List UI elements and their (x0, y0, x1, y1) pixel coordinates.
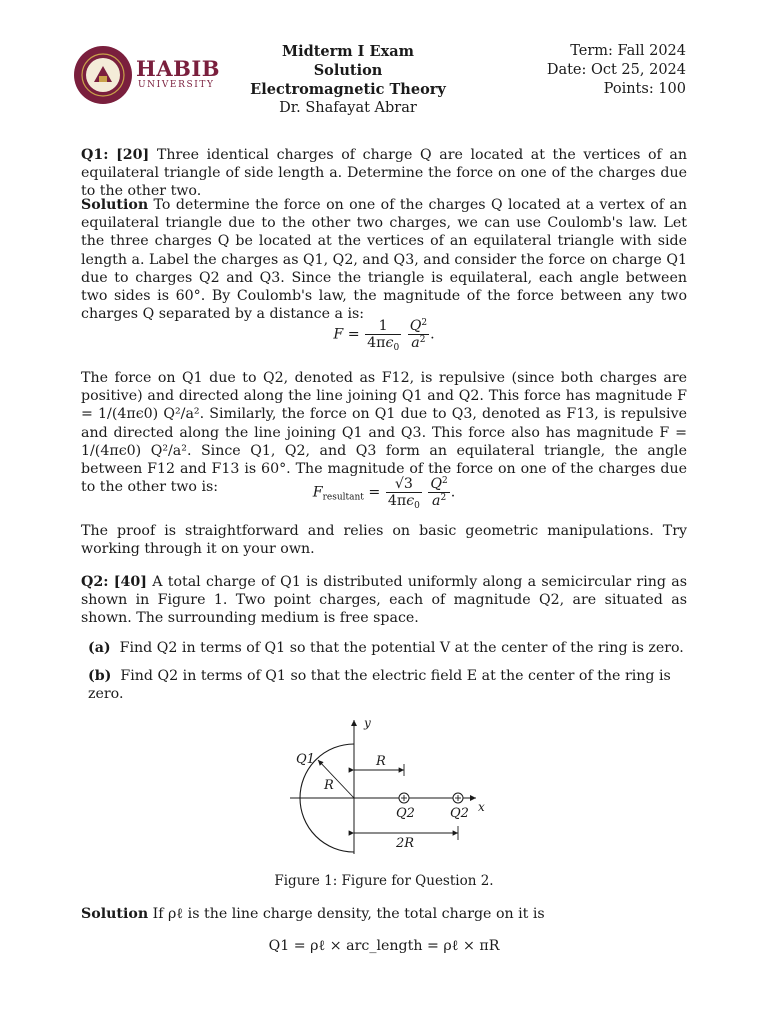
q1-text: Three identical charges of charge Q are located at the vertices of an equilateral triangle of side length a. Determine the force on one of the charges due to the other two. (81, 147, 688, 200)
point-charge-q2-b (453, 793, 463, 803)
instructor-name: Dr. Shafayat Abrar (279, 100, 417, 116)
q1-closing: The proof is straightforward and relies on basic geometric manipulations. Try working through it on your own. (81, 523, 687, 558)
x-axis-label: x (478, 800, 485, 814)
r-label-top: R (376, 754, 386, 769)
q2-statement (81, 573, 687, 628)
logo-subtitle: UNIVERSITY (138, 80, 215, 90)
y-axis-label: y (364, 716, 371, 730)
equation-coulomb: F = $\frac{1}{4\pi\epsilon_0}$ $\frac{Q^2}{a^2}$ . (333, 318, 435, 353)
exam-title: Midterm I Exam Solution (282, 43, 414, 79)
q1-figure-label: Q1 (296, 752, 315, 767)
q2-text: A total charge of Q1 is distributed uniformly along a semicircular ring as shown in Figure 1. Two point charges, each of magnitude Q2, are situated as shown. The surrounding medium is free space. (81, 574, 687, 627)
q1-statement (81, 146, 687, 201)
university-seal-icon (72, 44, 134, 106)
q1-solution-text-1: To determine the force on one of the charges Q located at a vertex of an equilateral triangle due to the other two charges, we can use Coulomb's law. Let the three charges Q be located at the vertices of an equilateral triangle with side length a. Label the charges as Q1, Q2, and Q3, and consider the force on charge Q1 due to charges Q2 and Q3. Since the triangle is equilateral, each angle between two sides is 60°. By Coulomb's law, the magnitude of the force between any two charges Q separated by a distance a is: (81, 197, 687, 323)
header-right (540, 42, 686, 99)
university-logo (72, 44, 220, 104)
q1-solution-label: Solution (81, 197, 149, 213)
q2-part-a-text: Find Q2 in terms of Q1 so that the potential V at the center of the ring is zero. (119, 640, 684, 656)
header-center (246, 42, 450, 118)
equation-resultant: $F_{resultant}$ = $\frac{√3}{4\pi\epsilon_0}$ $\frac{Q^2}{a^2}$ . (312, 476, 456, 511)
figure-caption: Figure 1: Figure for Question 2. (274, 873, 494, 889)
q2-solution-label: Solution (81, 906, 149, 922)
q2-part-b-label: (b) (88, 668, 112, 684)
q2-solution (81, 905, 687, 923)
q2-part-b-text: Find Q2 in terms of Q1 so that the electric field E at the center of the ring is zero. (88, 668, 671, 702)
q2-part-a (88, 639, 688, 657)
q2-part-a-label: (a) (88, 640, 111, 656)
q2-solution-text: If ρℓ is the line charge density, the total charge on it is (152, 906, 545, 922)
q2-part-b (88, 667, 688, 703)
q2-figure-label-b: Q2 (450, 806, 469, 821)
two-r-label: 2R (396, 836, 415, 851)
point-charge-q2-a (399, 793, 409, 803)
semicircle-figure (280, 712, 500, 862)
q2-label: Q2: (81, 574, 109, 590)
logo-name: HABIB (136, 56, 220, 81)
q1-solution-p1 (81, 196, 687, 323)
term: Term: Fall 2024 (570, 43, 686, 59)
q2-marks: [40] (113, 574, 147, 590)
course-name: Electromagnetic Theory (250, 81, 446, 98)
exam-date: Date: Oct 25, 2024 (546, 62, 686, 78)
q2-figure-label-a: Q2 (396, 806, 415, 821)
q1-marks: [20] (116, 147, 150, 163)
points: Points: 100 (603, 81, 686, 97)
q1-label: Q1: (81, 147, 109, 163)
q1-solution-p2: The force on Q1 due to Q2, denoted as F12, is repulsive (since both charges are positive) and directed along the line joining Q1 and Q2. This force has magnitude F = 1/(4πϵ0) Q²/a². Similarly, the force on Q1 due to Q3, denoted as F13, is repulsive and directed along the line joining Q1 and Q3. This force also has magnitude F = 1/(4πϵ0) Q²/a². Since Q1, Q2, and Q3 form an equilateral triangle, the angle between F12 and F13 is 60°. The magnitude of the force on one of the charges due to the other two is: (81, 370, 687, 496)
r-label-radius: R (324, 778, 334, 793)
figure-1 (280, 712, 500, 862)
equation-total-charge: Q1 = ρℓ × arc_length = ρℓ × πR (268, 938, 500, 954)
